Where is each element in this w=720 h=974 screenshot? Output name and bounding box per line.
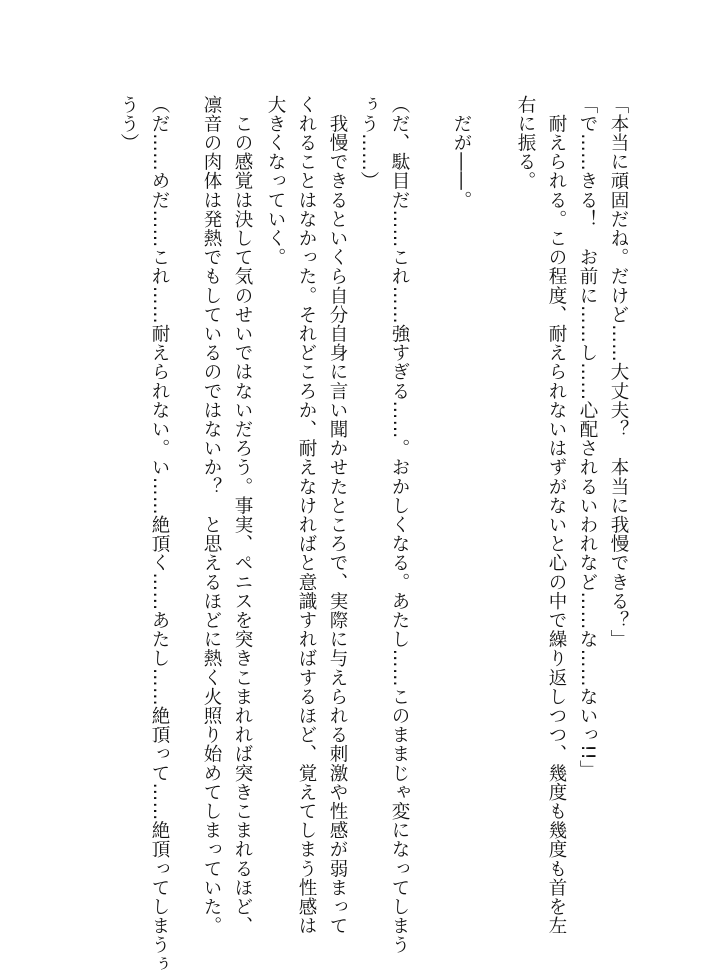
text-line-8: 我慢できるといくら自分自身に言い聞かせたところで、実際に与えられる刺激や性感が弱まって (327, 95, 348, 936)
text-line-14: うう） (118, 95, 139, 153)
text-line-11: この感覚は決して気のせいではないだろう。事実、ペニスを突きこまれれば突きこまれるほど、 (232, 95, 253, 936)
text-line-13: （だ……めだ……これ……耐えられない。い……絶頂く……あたし……絶頂って……絶頂ってしまうぅ (149, 95, 170, 974)
text-line-4: 右に振る。 (515, 95, 536, 191)
text-line-6: （だ、駄目だ……これ……強すぎる……。おかしくなる。あたし……このままじゃ変になってしまう (389, 95, 410, 955)
text-line-2: 「で……きる！ お前に……し……心配されるいわれなど……な……ないっ!!」 (577, 95, 598, 780)
text-line-9: くれることはなかった。それどころか、耐えなければと意識すればするほど、覚えてしまう性感は (296, 95, 317, 936)
text-line-3: 耐えられる。この程度、耐えられないはずがないと心の中で繰り返しつつ、幾度も幾度も首を左 (546, 95, 567, 936)
text-line-12: 凛音の肉体は発熱でもしているのではないか？ と思えるほどに熱く火照り始めてしまっていた。 (201, 95, 222, 936)
text-line-7: ぅう……） (358, 95, 379, 191)
text-line-5: だが――。 (451, 95, 472, 210)
text-line-10: 大きくなっていく。 (265, 95, 286, 267)
text-line-1: 「本当に頑固だね。だけど……大丈夫？ 本当に我慢できる？」 (608, 95, 629, 649)
